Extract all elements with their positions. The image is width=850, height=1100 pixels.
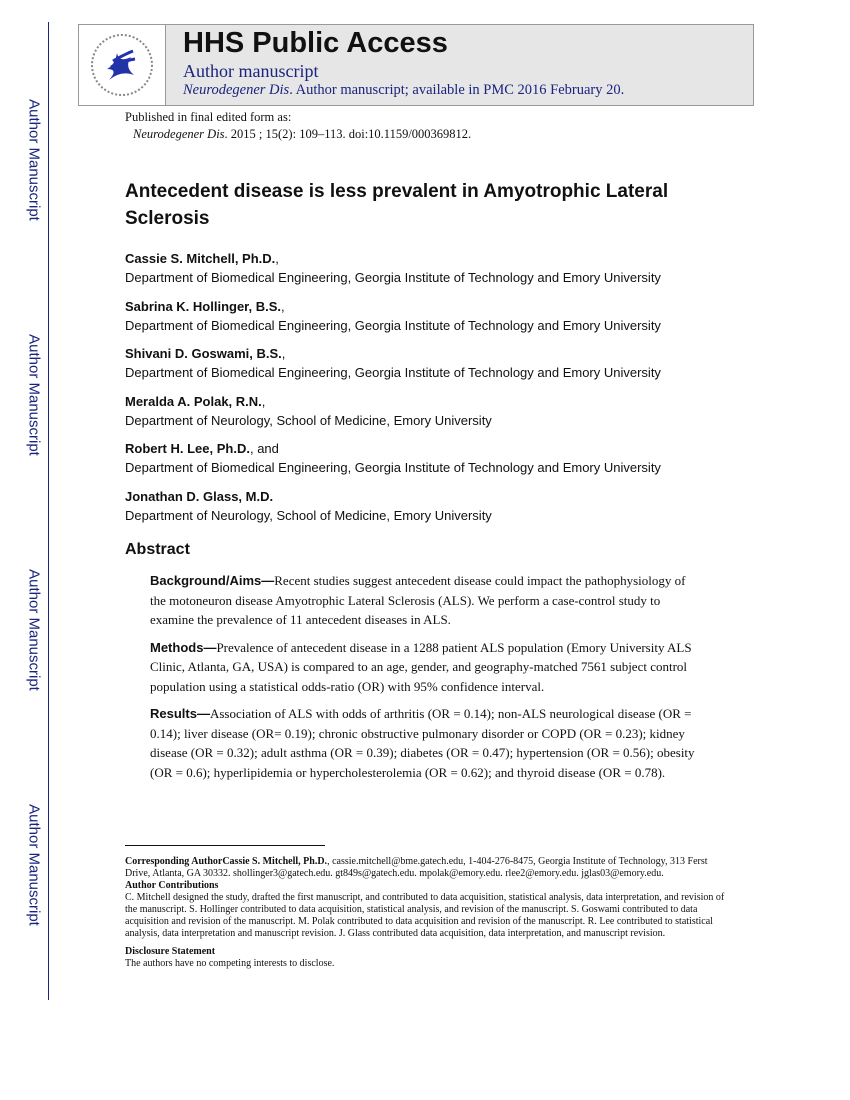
corresponding-author [125,856,730,880]
author [125,392,661,430]
author [125,344,661,382]
author-affiliation: Department of Biomedical Engineering, Georgia Institute of Technology and Emory University [125,460,661,475]
sidebar-label-text: Author Manuscript [25,804,43,926]
author-name: Jonathan D. Glass, M.D. [125,488,274,504]
author-affiliation: Department of Biomedical Engineering, Georgia Institute of Technology and Emory University [125,270,661,285]
author-suffix: , [281,298,285,314]
section-text: Association of ALS with odds of arthritis (OR = 0.14); non-ALS neurological disease (OR = 0.14); liver disease (OR= 0.19); chronic obstructive pulmonary disorder or COPD (OR = 0.23); kidney disease (OR = 0.32); adult asthma (OR = 0.39); diabetes (OR = 0.47); hypertension (OR = 0.56); obesity (OR = 0.6); hyperlipidemia or hypercholesterolemia (OR = 0.62); and thyroid disease (OR = 0.78). [150,706,695,780]
author [125,439,661,477]
published-label: Published in final edited form as: [125,110,292,124]
disclosure-heading: Disclosure Statement [125,946,216,957]
abstract-section [150,704,700,782]
corresponding-text: , cassie.mitchell@bme.gatech.edu, 1-404-276-8475, Georgia Institute of Technology, 313 Ferst Drive, Atlanta, GA 30332. shollinger3@gatech.edu. gt849s@gatech.edu. mpolak@emory.edu. rlee2@emory.edu. jglas03@emory.edu. [125,856,708,879]
contributions-text: C. Mitchell designed the study, drafted the first manuscript, and contributed to data acquisition, statistical analysis, data interpretation, and revision of the manuscript. S. Hollinger contributed to data acquisition, statistical analysis, and revision of the manuscript. S. Goswami contributed to data acquisition and revision of the manuscript. M. Polak contributed to data acquisition and revision of the manuscript. R. Lee contributed to statistical analysis, data interpretation and manuscript revision. J. Glass contributed data acquisition, data interpretation, and manuscript revision. [125,892,725,939]
author-affiliation: Department of Neurology, School of Medicine, Emory University [125,507,492,523]
header-subtitle: Author manuscript [183,61,319,81]
footnote-divider [125,845,325,846]
author-name: Cassie S. Mitchell, Ph.D. [125,251,276,266]
abstract-section [150,571,700,630]
section-label: Methods— [150,639,217,655]
abstract-heading: Abstract [125,541,190,558]
author-suffix: , [261,393,266,409]
contributions-heading: Author Contributions [125,880,219,891]
hhs-title: HHS Public Access [183,27,448,59]
section-text: Prevalence of antecedent disease in a 1288 patient ALS population (Emory University ALS Clinic, Atlanta, GA, USA) is compared to an age, gender, and geography-matched 7561 subject control population using a statistical odds-ratio (OR) with 95% confidence interval. [150,639,692,694]
sidebar-label-text: Author Manuscript [25,569,43,691]
author-list [125,249,661,534]
author-affiliation: Department of Biomedical Engineering, Georgia Institute of Technology and Emory University [125,365,661,380]
availability-text: . Author manuscript; available in PMC 2016 February 20. [289,82,625,98]
section-label: Results— [150,706,210,721]
author-suffix: , [281,346,286,361]
sidebar-label-text: Author Manuscript [25,99,43,221]
author-affiliation: Department of Biomedical Engineering, Georgia Institute of Technology and Emory University [125,317,661,333]
disclosure-text: The authors have no competing interests to disclose. [125,958,335,969]
author [125,249,661,287]
sidebar-rule [48,22,49,1000]
author-name: Robert H. Lee, Ph.D. [125,441,250,456]
author [125,297,661,335]
citation [125,126,471,143]
availability-line [183,82,624,99]
section-label: Background/Aims— [150,573,275,588]
footnotes [125,856,730,970]
hhs-logo-icon [79,25,166,105]
author-suffix: , [275,251,279,266]
sidebar-label-text: Author Manuscript [25,334,43,456]
corresponding-label: Corresponding AuthorCassie S. Mitchell, Ph.D. [125,856,328,867]
published-info [125,109,471,143]
abstract-body [150,571,700,790]
author-name: Shivani D. Goswami, B.S. [125,346,282,361]
section-text: Recent studies suggest antecedent disease could impact the pathophysiology of the motoneuron disease Amyotrophic Lateral Sclerosis (ALS). We perform a case-control study to examine the prevalence of 11 antecedent diseases in ALS. [150,573,686,627]
citation-text: . 2015 ; 15(2): 109–113. doi:10.1159/000369812. [224,127,472,141]
author-name: Sabrina K. Hollinger, B.S. [125,298,282,314]
author-name: Meralda A. Polak, R.N. [125,393,262,409]
journal-name: Neurodegener Dis [183,82,290,98]
abstract-section [150,638,700,697]
hhs-header [78,24,754,106]
author-affiliation: Department of Neurology, School of Medicine, Emory University [125,412,492,428]
citation-journal: Neurodegener Dis [133,127,225,141]
author [125,487,661,525]
author-suffix: , and [249,441,279,456]
article-title: Antecedent disease is less prevalent in Amyotrophic Lateral Sclerosis [125,181,669,229]
